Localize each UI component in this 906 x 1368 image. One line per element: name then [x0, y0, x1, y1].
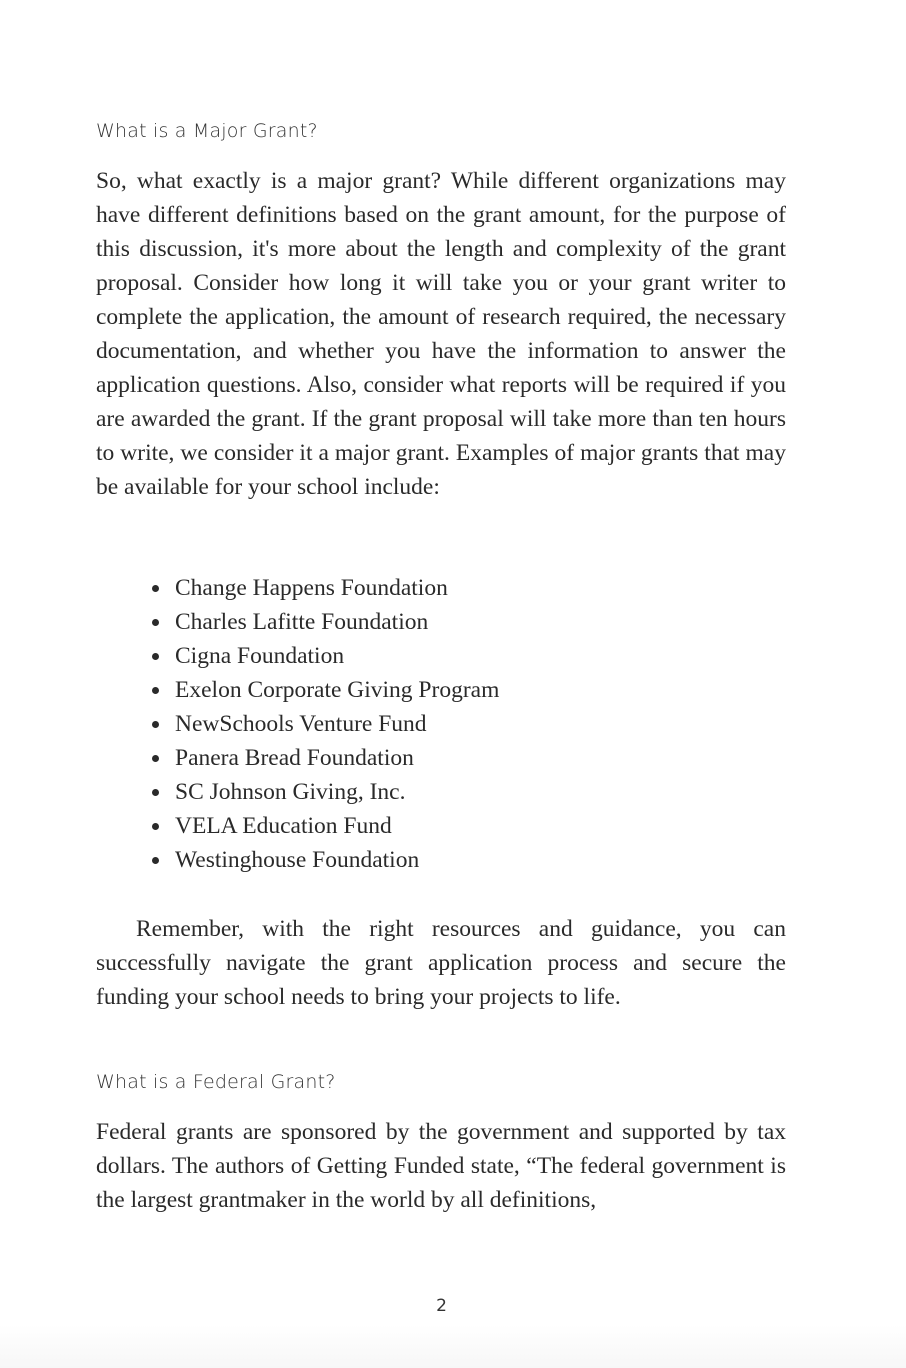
section-heading-major-grant: What is a Major Grant?: [96, 120, 318, 142]
list-item: Change Happens Foundation: [96, 571, 499, 605]
list-item: SC Johnson Giving, Inc.: [96, 775, 499, 809]
bullet-icon: [152, 823, 159, 830]
list-item: NewSchools Venture Fund: [96, 707, 499, 741]
closing-paragraph: Remember, with the right resources and guidance, you can successfully navigate the grant application process and secure the funding your school needs to bring your projects to life.: [96, 916, 786, 1010]
federal-grant-paragraph: Federal grants are sponsored by the government and supported by tax dollars. The authors of Getting Funded state, “The federal government is the largest grantmaker in the world by all definitions,: [96, 1119, 786, 1213]
bullet-icon: [152, 721, 159, 728]
major-grant-paragraph: So, what exactly is a major grant? While different organizations may have different definitions based on the grant amount, for the purpose of this discussion, it's more about the length and complexity of the grant proposal. Consider how long it will take you or your grant writer to complete the application, the amount of research required, the necessary documentation, and whether you have the information to answer the application questions. Also, consider what reports will be required if you are awarded the grant. If the grant proposal will take more than ten hours to write, we consider it a major grant. Examples of major grants that may be available for your school include:: [96, 168, 786, 500]
list-item: Exelon Corporate Giving Program: [96, 673, 499, 707]
section-heading-federal-grant: What is a Federal Grant?: [96, 1071, 336, 1093]
list-item: Panera Bread Foundation: [96, 741, 499, 775]
page-number: 2: [436, 1296, 447, 1316]
bullet-icon: [152, 789, 159, 796]
bullet-icon: [152, 619, 159, 626]
list-item: VELA Education Fund: [96, 809, 499, 843]
bullet-icon: [152, 653, 159, 660]
bullet-icon: [152, 687, 159, 694]
major-grants-list: [96, 571, 499, 877]
bullet-icon: [152, 585, 159, 592]
list-item: Charles Lafitte Foundation: [96, 605, 499, 639]
list-item: Westinghouse Foundation: [96, 843, 499, 877]
bullet-icon: [152, 755, 159, 762]
bullet-icon: [152, 857, 159, 864]
list-item: Cigna Foundation: [96, 639, 499, 673]
